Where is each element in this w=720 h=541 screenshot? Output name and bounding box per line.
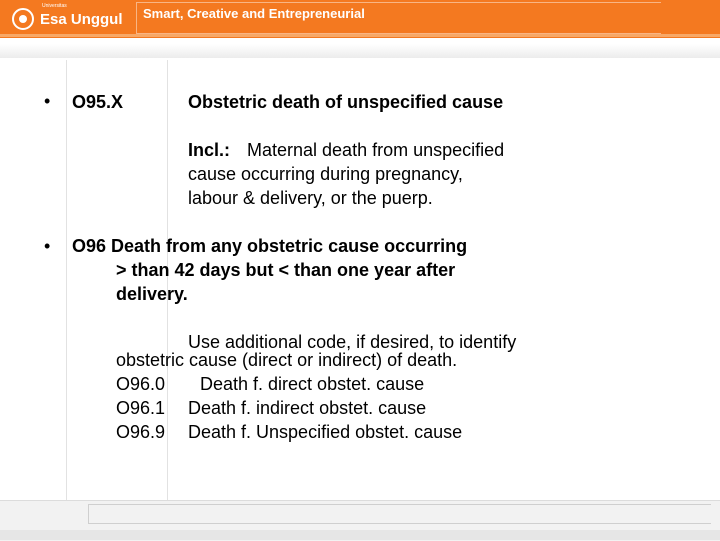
bullet-1: • <box>44 91 51 111</box>
desc-o96-9: Death f. Unspecified obstet. cause <box>188 422 463 442</box>
code-o96-0: O96.0 <box>116 374 166 394</box>
o96-line-1: O96 Death from any obstetric cause occurring <box>72 236 468 256</box>
note-line-1: Use additional code, if desired, to identify <box>188 332 517 352</box>
incl-line-1: Maternal death from unspecified <box>247 140 505 160</box>
logo-subtext: Universitas <box>42 3 67 9</box>
tagline: Smart, Creative and Entrepreneurial <box>143 6 365 21</box>
o96-line-3: delivery. <box>116 284 188 304</box>
header-divider <box>0 34 720 37</box>
logo-icon <box>12 8 34 30</box>
desc-o96-0: Death f. direct obstet. cause <box>200 374 425 394</box>
o95x-title: Obstetric death of unspecified cause <box>188 92 504 112</box>
code-o95x: O95.X <box>72 92 124 112</box>
incl-line-3: labour & delivery, or the puerp. <box>188 188 433 208</box>
desc-o96-1: Death f. indirect obstet. cause <box>188 398 427 418</box>
incl-label: Incl.: <box>188 140 231 160</box>
bullet-2: • <box>44 236 51 256</box>
incl-line-2: cause occurring during pregnancy, <box>188 164 463 184</box>
note-line-2: obstetric cause (direct or indirect) of death. <box>116 350 458 370</box>
frame-top <box>0 44 720 58</box>
logo <box>12 4 123 34</box>
o96-line-2: > than 42 days but < than one year after <box>116 260 456 280</box>
code-o96-9: O96.9 <box>116 422 166 442</box>
code-o96-1: O96.1 <box>116 398 166 418</box>
frame-bottom-line <box>0 530 720 540</box>
logo-text: Esa Unggul <box>40 10 123 28</box>
frame-bottom-inner <box>88 504 711 524</box>
